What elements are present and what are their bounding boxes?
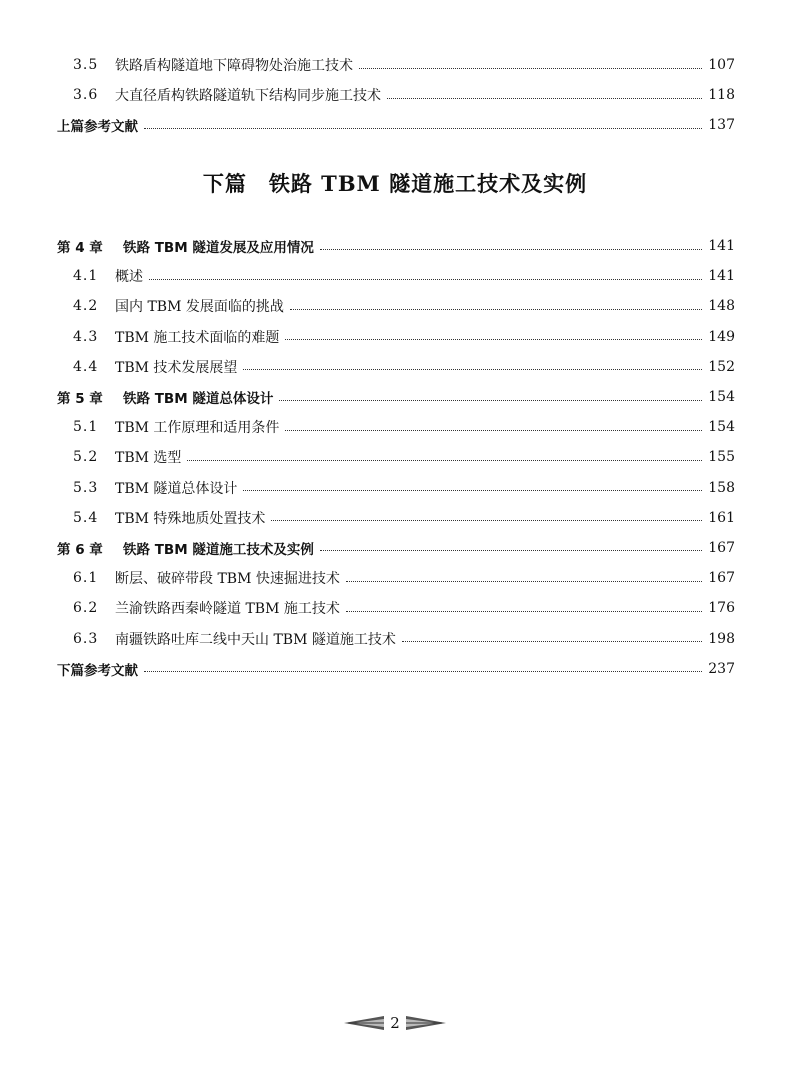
section-number: 3.5 [73,57,99,74]
section-title: TBM 隧道总体设计 [115,480,238,497]
chapter-title: 铁路 TBM 隧道发展及应用情况 [123,240,314,257]
page-number: 148 [708,298,735,315]
toc-entry-3-6[interactable] [57,80,735,110]
section-number: 5.4 [73,509,99,526]
dot-leader [271,520,702,521]
section-title: 南疆铁路吐库二线中天山 TBM 隧道施工技术 [115,631,396,648]
dot-leader [144,128,702,129]
toc-entry-5-4[interactable] [57,503,735,533]
section-number: 6.3 [73,630,99,647]
section-title: TBM 工作原理和适用条件 [115,420,280,437]
dot-leader [346,581,702,582]
page-number: 237 [708,660,735,677]
page-number: 149 [708,328,735,345]
toc-entry-4-4[interactable] [57,352,735,382]
section-number: 5.1 [73,419,99,436]
toc-upper-part [57,50,735,141]
chapter-title: 铁路 TBM 隧道施工技术及实例 [123,541,314,558]
section-number: 6.2 [73,600,99,617]
page-footer [0,1014,790,1032]
dot-leader [279,400,702,401]
dot-leader [149,279,702,280]
page-number: 154 [708,419,735,436]
toc-entry-4-1[interactable] [57,261,735,291]
references-title: 上篇参考文献 [57,119,138,136]
section-title: 大直径盾构铁路隧道轨下结构同步施工技术 [115,88,381,105]
dot-leader [187,460,702,461]
dot-leader [285,339,702,340]
section-number: 4.2 [73,298,99,315]
right-arrow-ornament-icon [406,1015,446,1031]
section-number: 5.2 [73,449,99,466]
part-label: 下篇 [202,171,247,196]
toc-entry-upper-references[interactable] [57,110,735,140]
page-number: 141 [708,238,735,255]
dot-leader [285,430,702,431]
dot-leader [387,98,702,99]
section-number: 3.6 [73,87,99,104]
section-title: 铁路盾构隧道地下障碍物处治施工技术 [115,58,353,75]
page-number: 107 [708,57,735,74]
dot-leader [402,641,702,642]
page-number: 167 [708,570,735,587]
toc-entry-5-3[interactable] [57,473,735,503]
dot-leader [320,550,702,551]
toc-entry-lower-references[interactable] [57,654,735,684]
page-number: 198 [708,630,735,647]
toc-entry-6-1[interactable] [57,563,735,593]
section-title: 断层、破碎带段 TBM 快速掘进技术 [115,571,340,588]
part-title: 铁路 TBM 隧道施工技术及实例 [268,171,588,196]
section-title: 概述 [115,269,143,286]
toc-chapter-6[interactable] [57,533,735,563]
dot-leader [359,68,702,69]
section-title: 国内 TBM 发展面临的挑战 [115,299,284,316]
toc-entry-4-2[interactable] [57,291,735,321]
left-arrow-ornament-icon [344,1015,384,1031]
chapter-number: 第 4 章 [57,240,103,257]
dot-leader [290,309,702,310]
section-number: 5.3 [73,479,99,496]
page-number: 155 [708,449,735,466]
toc-entry-3-5[interactable] [57,50,735,80]
chapter-title: 铁路 TBM 隧道总体设计 [123,391,274,408]
chapter-number: 第 5 章 [57,391,103,408]
page-number: 141 [708,268,735,285]
toc-chapter-5[interactable] [57,382,735,412]
dot-leader [243,369,702,370]
toc-entry-5-2[interactable] [57,442,735,472]
part-heading [0,168,790,198]
footer-page-number: 2 [390,1014,400,1032]
section-title: 兰渝铁路西秦岭隧道 TBM 施工技术 [115,601,340,618]
page-number: 158 [708,479,735,496]
toc-entry-6-3[interactable] [57,623,735,653]
section-title: TBM 技术发展展望 [115,359,238,376]
toc-entry-4-3[interactable] [57,322,735,352]
page-number: 137 [708,117,735,134]
page-number: 154 [708,389,735,406]
section-number: 4.3 [73,328,99,345]
section-title: TBM 特殊地质处置技术 [115,510,266,527]
references-title: 下篇参考文献 [57,662,138,679]
dot-leader [346,611,702,612]
section-title: TBM 选型 [115,450,182,467]
toc-entry-5-1[interactable] [57,412,735,442]
toc-entry-6-2[interactable] [57,593,735,623]
dot-leader [144,671,702,672]
toc-lower-part [57,231,735,684]
page-number: 161 [708,509,735,526]
page-number: 167 [708,539,735,556]
section-number: 6.1 [73,570,99,587]
toc-chapter-4[interactable] [57,231,735,261]
section-title: TBM 施工技术面临的难题 [115,329,280,346]
dot-leader [320,249,702,250]
page-number: 152 [708,358,735,375]
page-number: 176 [708,600,735,617]
section-number: 4.1 [73,268,99,285]
dot-leader [243,490,702,491]
page-number: 118 [708,87,735,104]
chapter-number: 第 6 章 [57,541,103,558]
section-number: 4.4 [73,358,99,375]
